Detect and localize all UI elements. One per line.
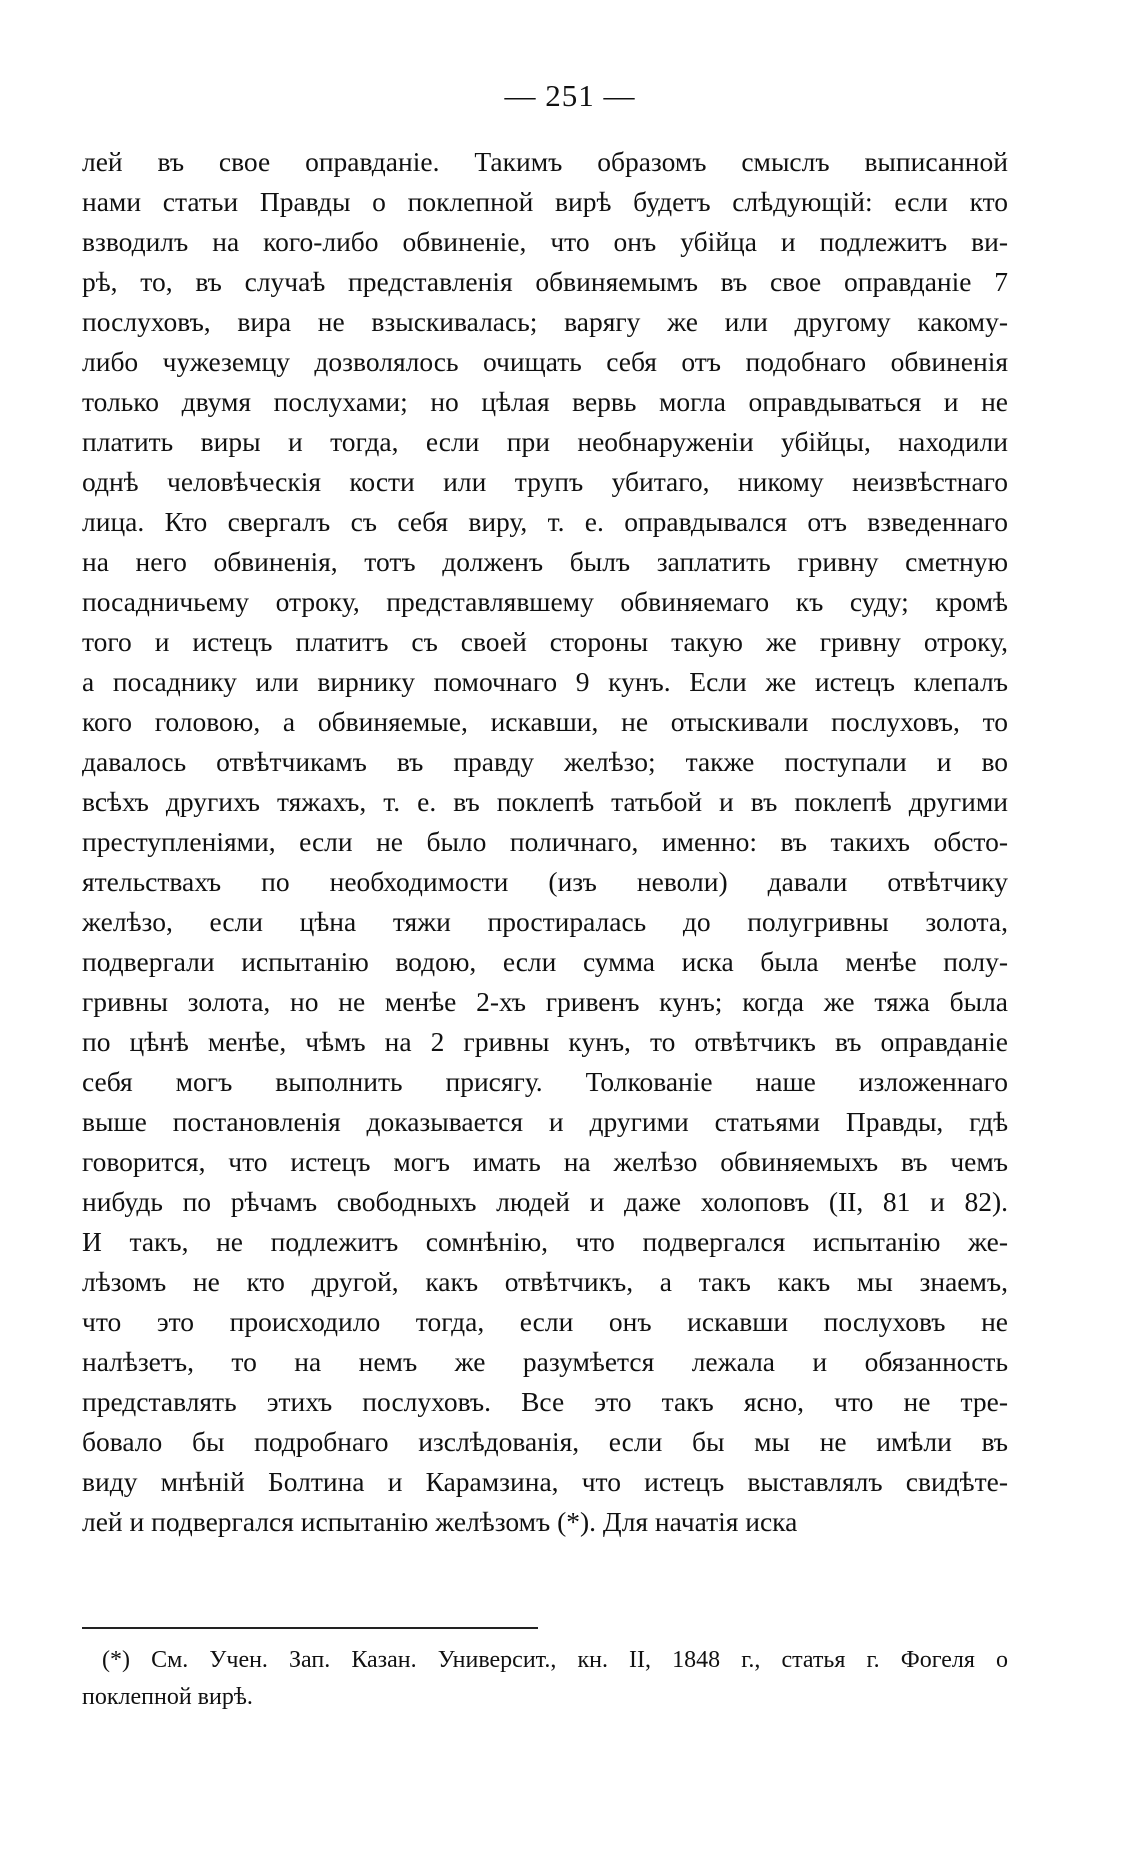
text-line: платить виры и тогда, если при необнаруженіи убійцы, находили [82, 426, 1008, 457]
text-line: лей въ свое оправданіе. Такимъ образомъ смыслъ выписанной [82, 146, 1008, 177]
text-line: нибудь по рѣчамъ свободныхъ людей и даже холоповъ (II, 81 и 82). [82, 1186, 1008, 1217]
text-line: бовало бы подробнаго изслѣдованія, если бы мы не имѣли въ [82, 1426, 1008, 1457]
text-line: себя могъ выполнить присягу. Толкованіе наше изложеннаго [82, 1066, 1008, 1097]
text-line: давалось отвѣтчикамъ въ правду желѣзо; также поступали и во [82, 746, 1008, 777]
footnote-line: (*) См. Учен. Зап. Казан. Университ., кн. II, 1848 г., статья г. Фогеля о [102, 1647, 1008, 1673]
text-line: И такъ, не подлежитъ сомнѣнію, что подвергался испытанію же- [82, 1226, 1008, 1257]
text-line: что это происходило тогда, если онъ искавши послуховъ не [82, 1306, 1008, 1337]
text-line: желѣзо, если цѣна тяжи простиралась до полугривны золота, [82, 906, 1008, 937]
text-line: нами статьи Правды о поклепной вирѣ будетъ слѣдующій: если кто [82, 186, 1008, 217]
text-line: лѣзомъ не кто другой, какъ отвѣтчикъ, а такъ какъ мы знаемъ, [82, 1266, 1008, 1297]
text-line: гривны золота, но не менѣе 2-хъ гривенъ кунъ; когда же тяжа была [82, 986, 1008, 1017]
text-line: лица. Кто свергалъ съ себя виру, т. е. оправдывался отъ взведеннаго [82, 506, 1008, 537]
text-line: однѣ человѣческія кости или трупъ убитаго, никому неизвѣстнаго [82, 466, 1008, 497]
text-line: представлять этихъ послуховъ. Все это такъ ясно, что не тре- [82, 1386, 1008, 1417]
text-line: подвергали испытанію водою, если сумма иска была менѣе полу- [82, 946, 1008, 977]
text-line: того и истецъ платитъ съ своей стороны такую же гривну отроку, [82, 626, 1008, 657]
text-line: виду мнѣній Болтина и Карамзина, что истецъ выставлялъ свидѣте- [82, 1466, 1008, 1497]
text-line: говорится, что истецъ могъ имать на желѣзо обвиняемыхъ въ чемъ [82, 1146, 1008, 1177]
text-line: налѣзетъ, то на немъ же разумѣется лежала и обязанность [82, 1346, 1008, 1377]
footnote [82, 1642, 1008, 1716]
text-line: а посаднику или вирнику помочнаго 9 кунъ. Если же истецъ клепалъ [82, 666, 1008, 697]
text-line: на него обвиненія, тотъ долженъ былъ заплатить гривну сметную [82, 546, 1008, 577]
text-line: посадничьему отроку, представлявшему обвиняемаго къ суду; кромѣ [82, 586, 1008, 617]
text-line: либо чужеземцу дозволялось очищать себя отъ подобнаго обвиненія [82, 346, 1008, 377]
body-text [82, 142, 1008, 1542]
text-line: преступленіями, если не было поличнаго, именно: въ такихъ обсто- [82, 826, 1008, 857]
text-line: лей и подвергался испытанію желѣзомъ (*). Для начатія иска [82, 1506, 798, 1537]
text-line: по цѣнѣ менѣе, чѣмъ на 2 гривны кунъ, то отвѣтчикъ въ оправданіе [82, 1026, 1008, 1057]
page-number: — 251 — [504, 78, 636, 113]
text-line: кого головою, а обвиняемые, искавши, не отыскивали послуховъ, то [82, 706, 1008, 737]
text-line: ятельствахъ по необходимости (изъ неволи) давали отвѣтчику [82, 866, 1008, 897]
text-line: взводилъ на кого-либо обвиненіе, что онъ убійца и подлежитъ ви- [82, 226, 1008, 257]
text-line: рѣ, то, въ случаѣ представленія обвиняемымъ въ свое оправданіе 7 [82, 266, 1008, 297]
text-line: послуховъ, вира не взыскивалась; варягу же или другому какому- [82, 306, 1008, 337]
footnote-line: поклепной вирѣ. [82, 1684, 253, 1710]
text-line: всѣхъ другихъ тяжахъ, т. е. въ поклепѣ татьбой и въ поклепѣ другими [82, 786, 1008, 817]
text-line: только двумя послухами; но цѣлая вервь могла оправдываться и не [82, 386, 1008, 417]
text-line: выше постановленія доказывается и другими статьями Правды, гдѣ [82, 1106, 1008, 1137]
footnote-divider [82, 1627, 538, 1629]
